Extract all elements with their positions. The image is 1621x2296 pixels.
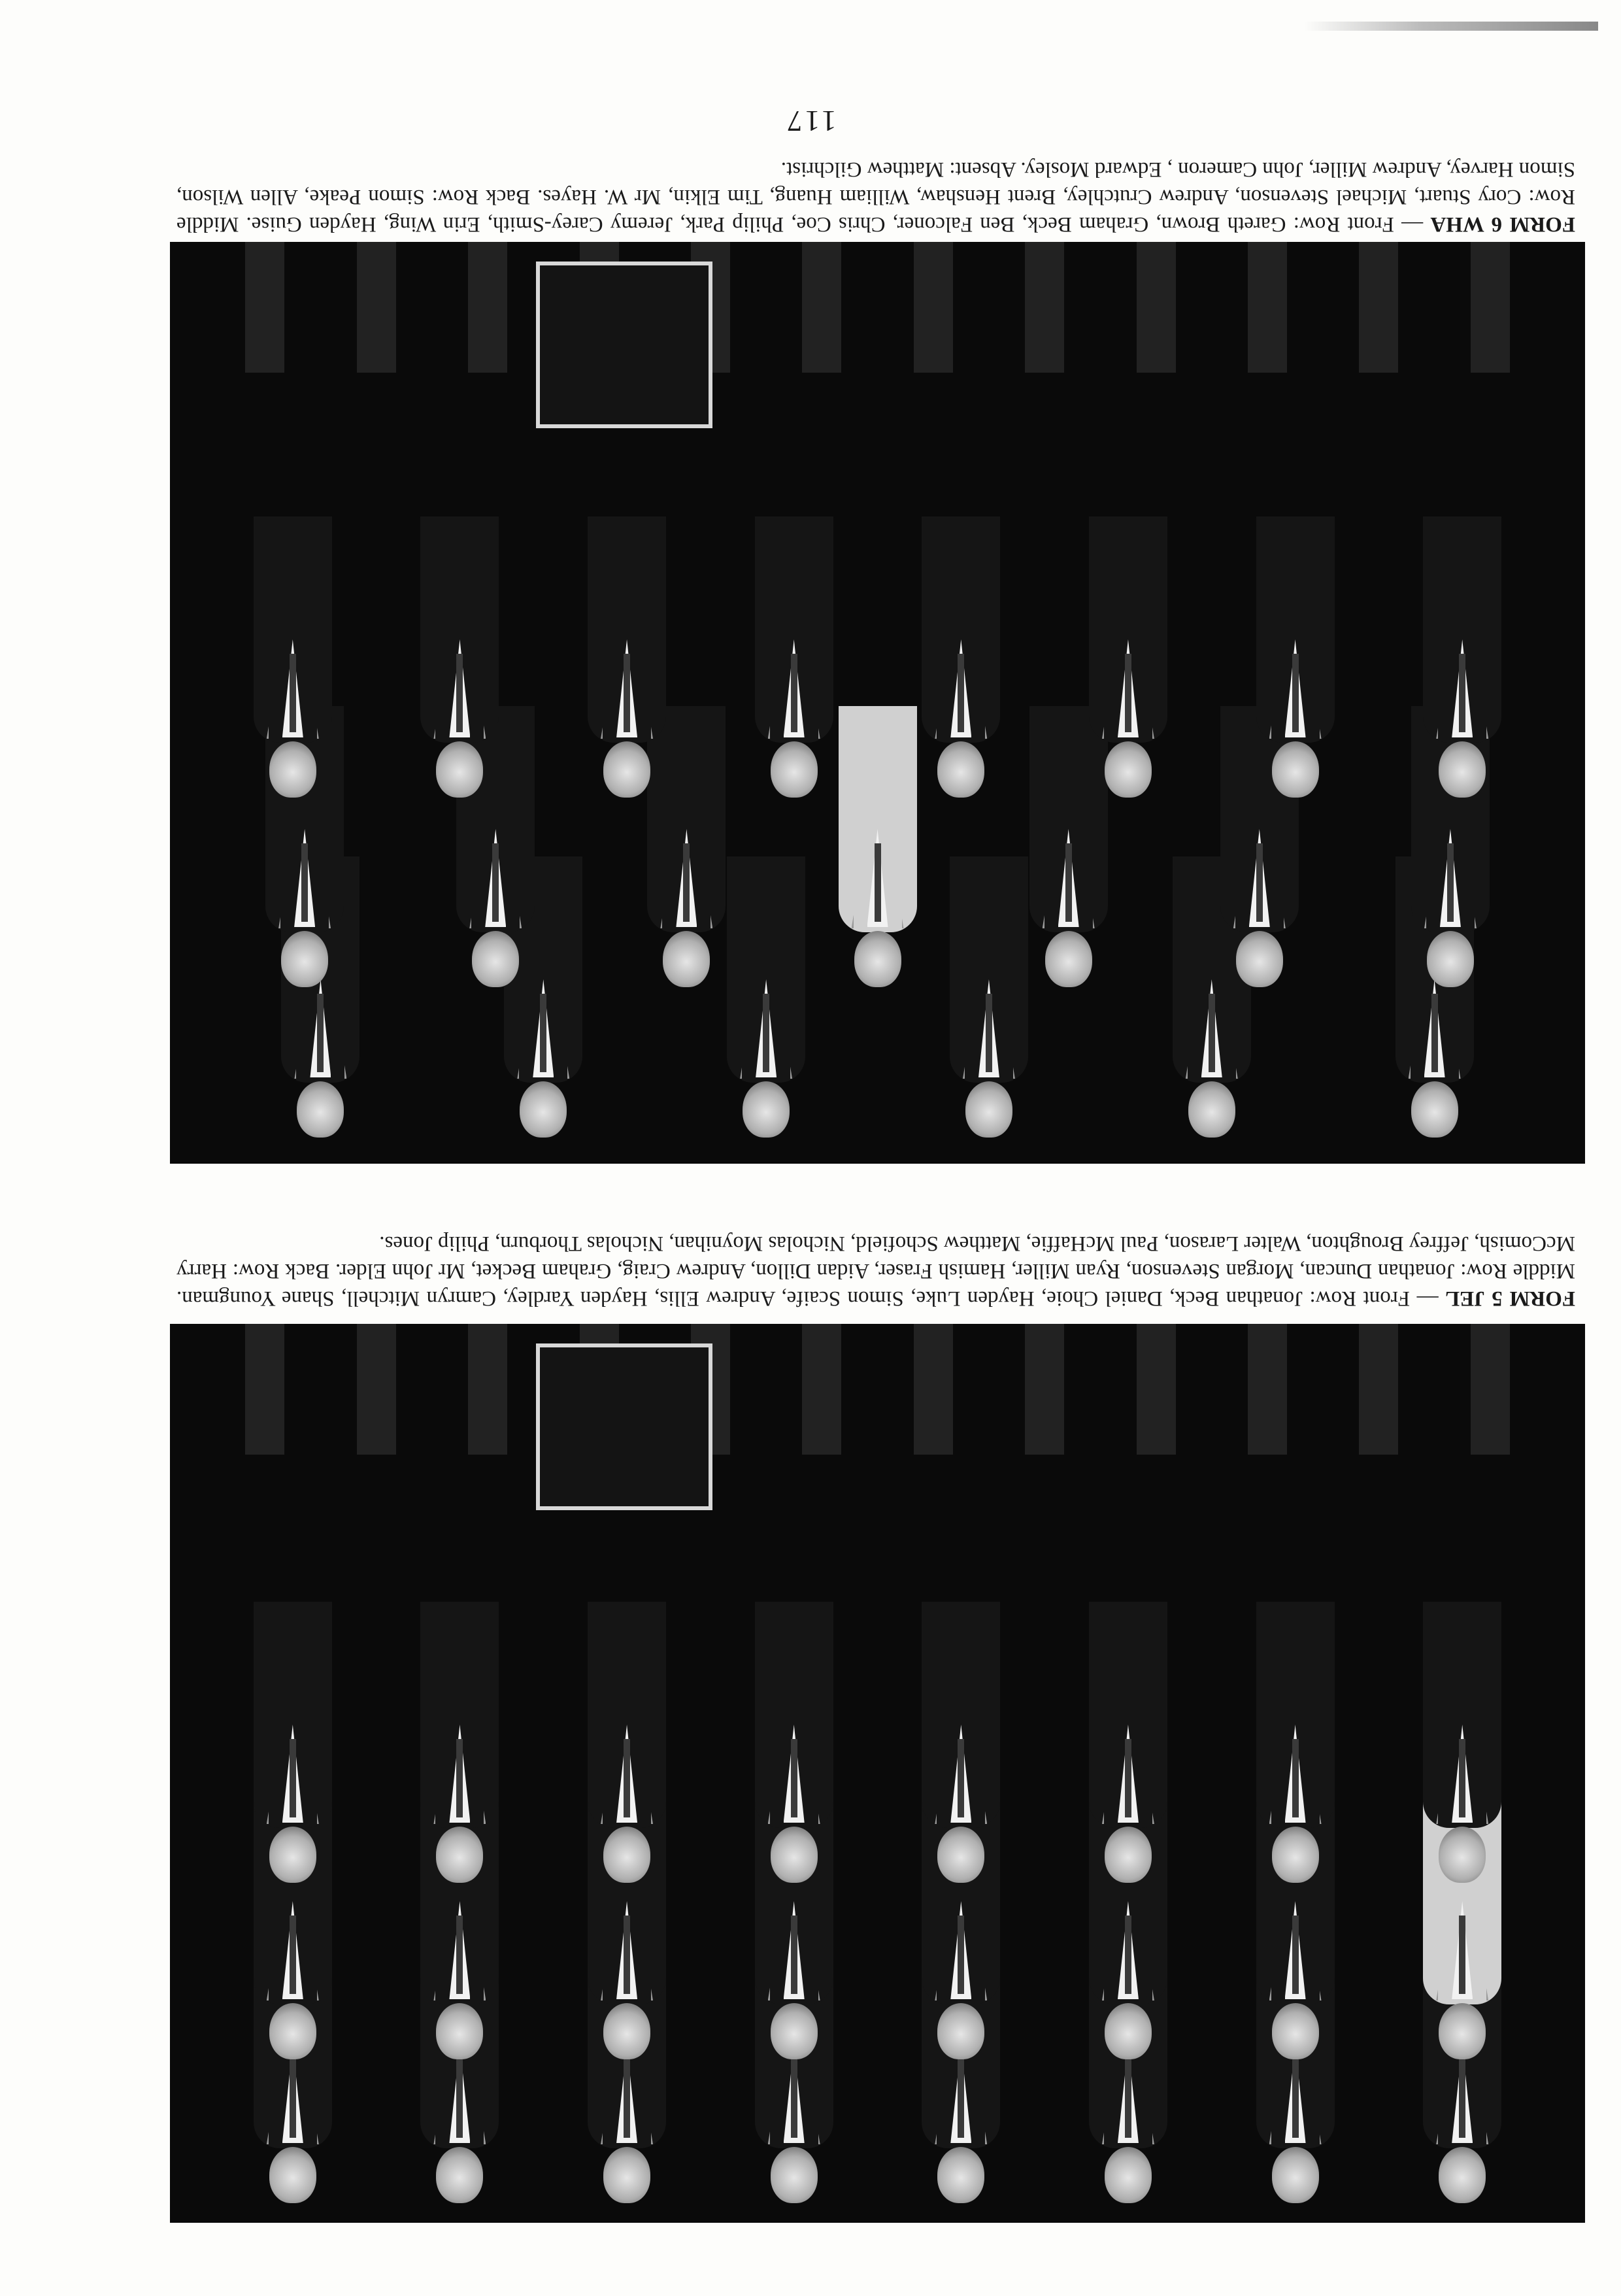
form-5-jel-title: FORM 5 JEL: [1445, 1287, 1575, 1310]
front-row: [209, 516, 1546, 798]
student-figure: [1256, 1602, 1335, 1883]
student-figure: [755, 1602, 833, 1883]
scan-edge-mark: [1304, 22, 1598, 31]
front-row-legs: [209, 242, 1546, 373]
page-number: 117: [784, 105, 837, 138]
student-figure: [1089, 1602, 1167, 1883]
student-figure: [588, 1602, 666, 1883]
student-figure: [420, 1602, 499, 1883]
class-name-board: [536, 262, 712, 428]
student-figure: [922, 1602, 1000, 1883]
student-figure: [755, 516, 833, 798]
form-6-wha-names: — Front Row: Gareth Brown, Graham Beck, Ben Falconer, Chris Coe, Philip Park, Jeremy Carey-Smith, Erin Wing, Hayden Guise. Middle Row: Cory Stuart, Michael Stevenson, Andrew Crutchley, Brent Henshaw, William Huang, Tim Elkin, Mr W. Hayes. Back Row: Simon Peake, Allen Wilson, Simon Harvey, Andrew Miller, John Cameron , Edward Mosley. Absent: Matthew Gilchrist.: [176, 158, 1575, 236]
form-6-wha-title: FORM 6 WHA: [1430, 212, 1575, 236]
class-name-board: [536, 1343, 712, 1510]
student-figure: [254, 516, 332, 798]
form-6-wha-caption: [176, 156, 1575, 238]
front-row-legs: [209, 1324, 1546, 1455]
student-figure: [588, 516, 666, 798]
student-figure: [1256, 516, 1335, 798]
form-5-jel-photo: [170, 1324, 1585, 2223]
student-figure: [1423, 1602, 1501, 1883]
form-5-jel-names: — Front Row: Jonathan Beck, Daniel Choie, Hayden Luke, Simon Scaife, Andrew Ellis, Hayden Yardley, Camryn Mitchell, Shane Youngman. Middle Row: Jonathan Duncan, Morgan Stevenson, Ryan Miller, Hamish Fraser, Aidan Dillon, Andrew Craig, Graham Becket, Mr John Elder. Back Row: Harry McComish, Jeffrey Broughton, Walter Larason, Paul McHaffie, Matthew Schofield, Nicholas Moynihan, Nicholas Thorburn, Philip Jones.: [176, 1232, 1575, 1310]
student-figure: [420, 516, 499, 798]
student-figure: [1423, 516, 1501, 798]
student-figure: [254, 1602, 332, 1883]
student-figure: [1089, 516, 1167, 798]
student-figure: [922, 516, 1000, 798]
form-5-jel-caption: [176, 1230, 1575, 1312]
form-6-wha-photo: [170, 242, 1585, 1164]
front-row: [209, 1602, 1546, 1883]
